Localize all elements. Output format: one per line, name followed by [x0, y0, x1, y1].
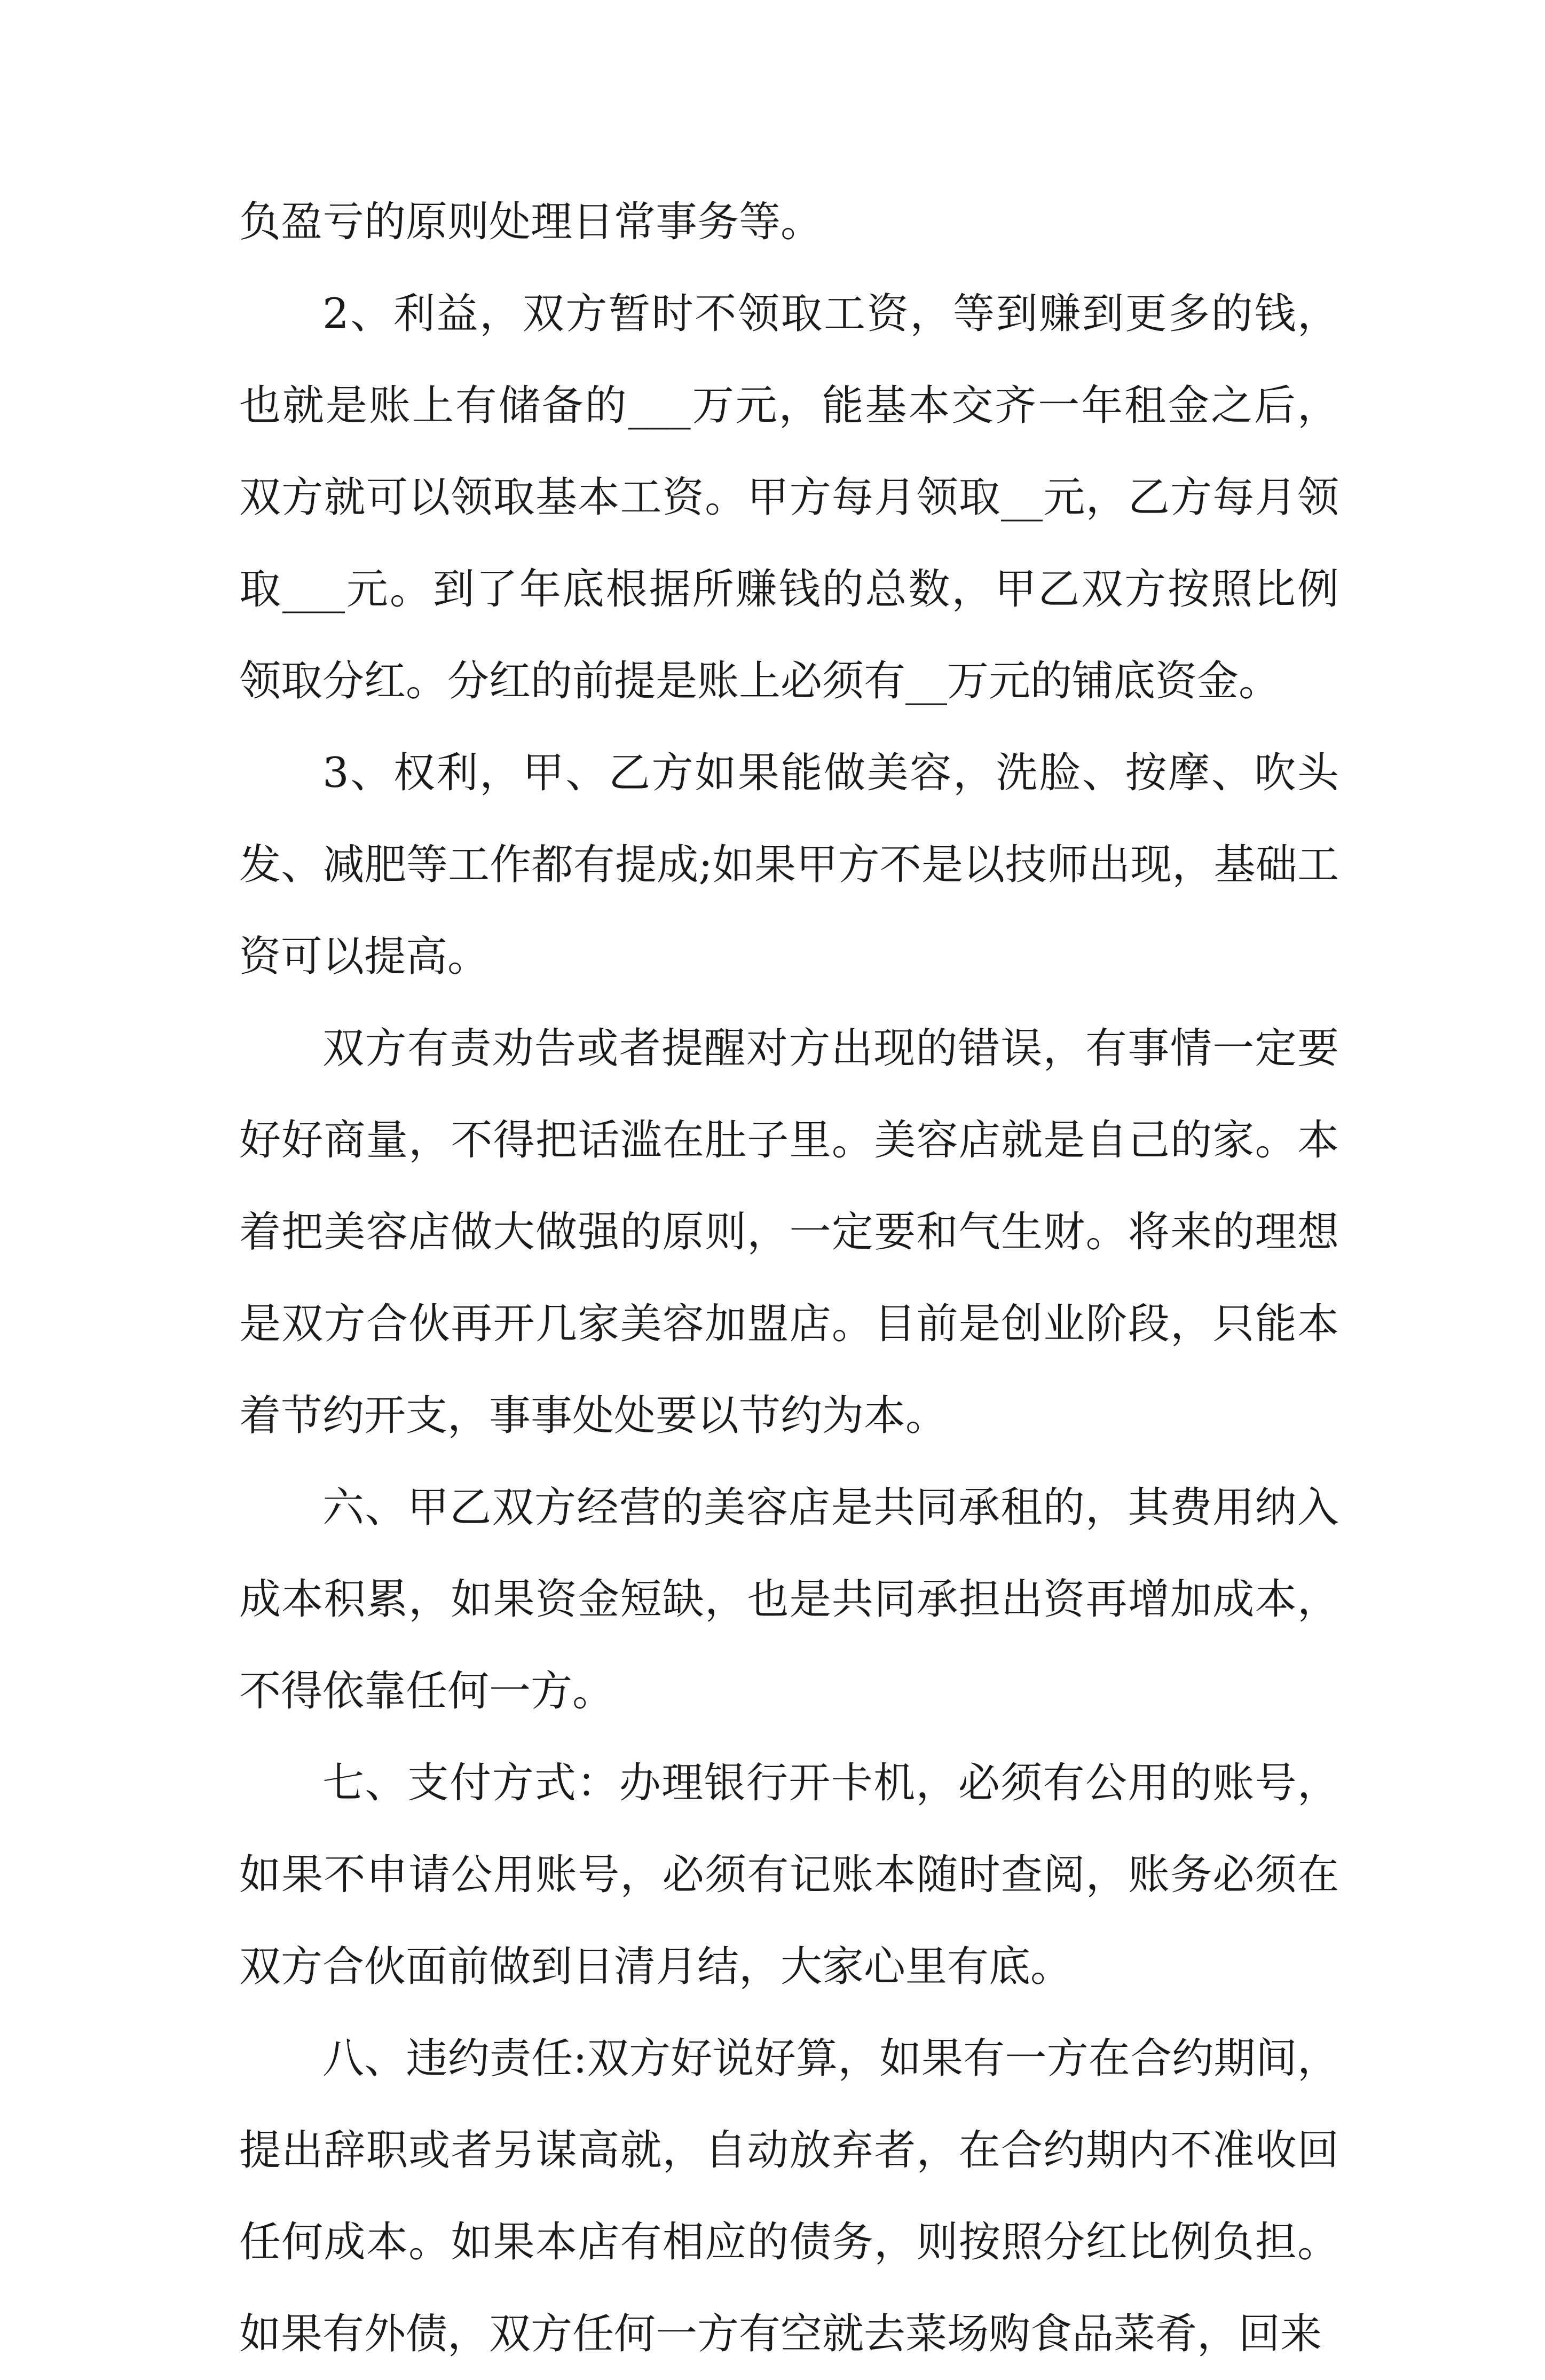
document-body — [239, 176, 1339, 2380]
paragraph-section-seven: 七、支付方式：办理银行开卡机，必须有公用的账号，如果不申请公用账号，必须有记账本随时查阅，账务必须在双方合伙面前做到日清月结，大家心里有底。 — [239, 1759, 1339, 1991]
paragraph-mutual-advice: 双方有责劝告或者提醒对方出现的错误，有事情一定要好好商量，不得把话滥在肚子里。美容店就是自己的家。本着把美容店做大做强的原则，一定要和气生财。将来的理想是双方合伙再开几家美容加盟店。目前是创业阶段，只能本着节约开支，事事处处要以节约为本。 — [239, 1024, 1339, 1440]
paragraph-section-six: 六、甲乙双方经营的美容店是共同承租的，其费用纳入成本积累，如果资金短缺，也是共同承担出资再增加成本，不得依靠任何一方。 — [239, 1484, 1339, 1715]
paragraph-interests: 2、利益，双方暂时不领取工资，等到赚到更多的钱，也就是账上有储备的___万元，能基本交齐一年租金之后，双方就可以领取基本工资。甲方每月领取__元，乙方每月领取___元。到了年底根据所赚钱的总数，甲乙双方按照比例领取分红。分红的前提是账上必须有__万元的铺底资金。 — [239, 290, 1339, 705]
paragraph-rights: 3、权利，甲、乙方如果能做美容，洗脸、按摩、吹头发、减肥等工作都有提成;如果甲方不是以技师出现，基础工资可以提高。 — [239, 749, 1339, 981]
paragraph-continuation: 负盈亏的原则处理日常事务等。 — [239, 198, 823, 246]
paragraph-section-eight: 八、违约责任:双方好说好算，如果有一方在合约期间，提出辞职或者另谋高就，自动放弃者，在合约期内不准收回任何成本。如果本店有相应的债务，则按照分红比例负担。如果有外债，双方任何一方有空就去菜场购食品菜肴，回来 — [239, 2035, 1339, 2358]
